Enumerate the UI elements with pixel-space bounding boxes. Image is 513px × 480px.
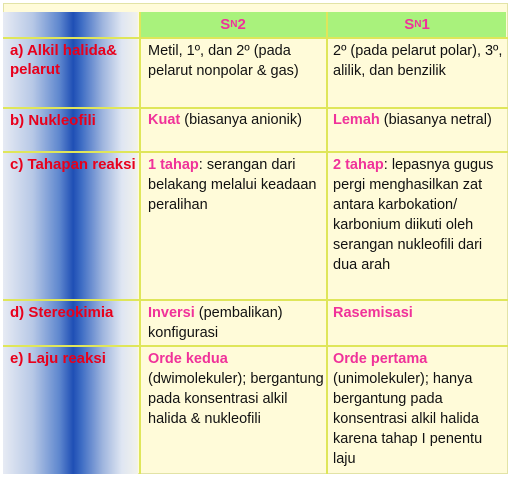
header-sn2-main: S (220, 16, 231, 33)
cell-sn2-tahapan (148, 155, 324, 215)
cell-emphasis: Inversi (148, 305, 195, 321)
cell-emphasis: Orde kedua (148, 351, 228, 367)
cell-text: Metil, 1º, dan 2º (pada pelarut nonpolar & gas) (148, 43, 299, 79)
row-label-stereokimia: d) Stereokimia (10, 304, 114, 321)
cell-sn1-alkil-halida (333, 41, 505, 81)
cell-text: : lepasnya gugus pergi menghasilkan zat antara karbokation/ karbonium diikuti oleh serangan nukleofili dari dua arah (333, 157, 494, 273)
row-divider (3, 299, 508, 301)
cell-text: (pembalikan) konfigurasi (148, 305, 283, 341)
cell-text: (biasanya netral) (379, 112, 492, 128)
row-label-nukleofili: b) Nukleofili (10, 112, 96, 129)
column-divider (326, 12, 328, 474)
row-divider (3, 151, 508, 153)
header-sn1-tail: 1 (421, 16, 430, 33)
row-divider (3, 107, 508, 109)
cell-sn1-stereokimia (333, 303, 505, 323)
cell-emphasis: Kuat (148, 112, 181, 128)
header-sn2-sub: N (230, 19, 238, 30)
cell-sn1-tahapan (333, 155, 505, 275)
cell-emphasis: Rasemisasi (333, 305, 413, 321)
row-label-tahapan-reaksi: c) Tahapan reaksi (10, 156, 136, 173)
cell-emphasis: Lemah (333, 112, 380, 128)
cell-text: 2º (pada pelarut polar), 3º, alilik, dan benzilik (333, 43, 503, 79)
cell-text: (biasanya anionik) (180, 112, 302, 128)
cell-text: (dwimolekuler); bergantung pada konsentrasi alkil halida & nukleofili (148, 371, 324, 427)
header-sn1 (328, 12, 506, 37)
cell-emphasis: 2 tahap (333, 157, 384, 173)
row-label-laju-reaksi: e) Laju reaksi (10, 350, 106, 367)
blue-gradient-stripe (3, 12, 138, 474)
row-label-alkil-halida: a) Alkil halida& pelarut (10, 42, 117, 78)
cell-sn1-laju (333, 349, 505, 469)
header-sn2 (140, 12, 326, 37)
cell-text: (unimolekuler); hanya bergantung pada konsentrasi alkil halida karena tahap I penentu laju (333, 371, 483, 467)
cell-emphasis: Orde pertama (333, 351, 428, 367)
cell-sn2-stereokimia (148, 303, 324, 343)
cell-emphasis: 1 tahap (148, 157, 199, 173)
cell-sn2-nukleofili (148, 110, 324, 130)
column-divider (139, 12, 141, 474)
cell-sn2-laju (148, 349, 324, 429)
header-sn1-main: S (404, 16, 415, 33)
cell-sn1-nukleofili (333, 110, 505, 130)
header-sn1-sub: N (414, 19, 422, 30)
cell-sn2-alkil-halida (148, 41, 324, 81)
row-divider (3, 345, 508, 347)
cell-text: : serangan dari belakang melalui keadaan peralihan (148, 157, 317, 213)
row-divider (3, 37, 508, 39)
header-sn2-tail: 2 (237, 16, 246, 33)
